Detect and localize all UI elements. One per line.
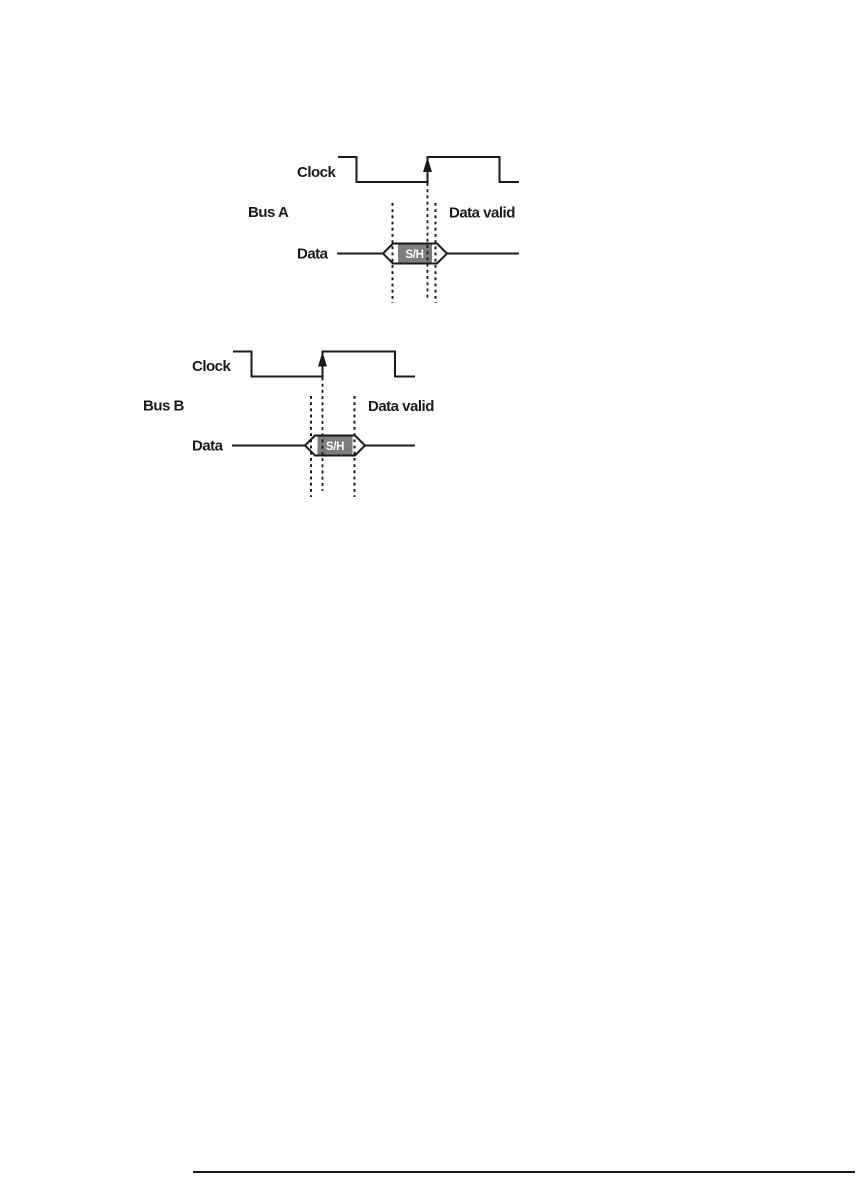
clock-label: Clock (192, 358, 231, 375)
bus-b-label: Bus B (143, 397, 184, 415)
sample-hold-label: S/H (405, 249, 424, 261)
sample-hold-label: S/H (325, 441, 345, 453)
clock-edge-arrow-icon (318, 352, 327, 367)
data-valid-label: Data valid (449, 204, 515, 222)
data-valid-label: Data valid (368, 398, 434, 415)
bus-b-timing-diagram (143, 335, 560, 510)
data-label: Data (297, 245, 328, 263)
bus-a-timing-diagram (230, 140, 560, 315)
clock-edge-arrow-icon (423, 158, 432, 173)
bus-a-label: Bus A (248, 204, 289, 221)
clock-label: Clock (297, 164, 336, 181)
footer-rule (193, 1171, 855, 1173)
data-label: Data (192, 437, 223, 455)
